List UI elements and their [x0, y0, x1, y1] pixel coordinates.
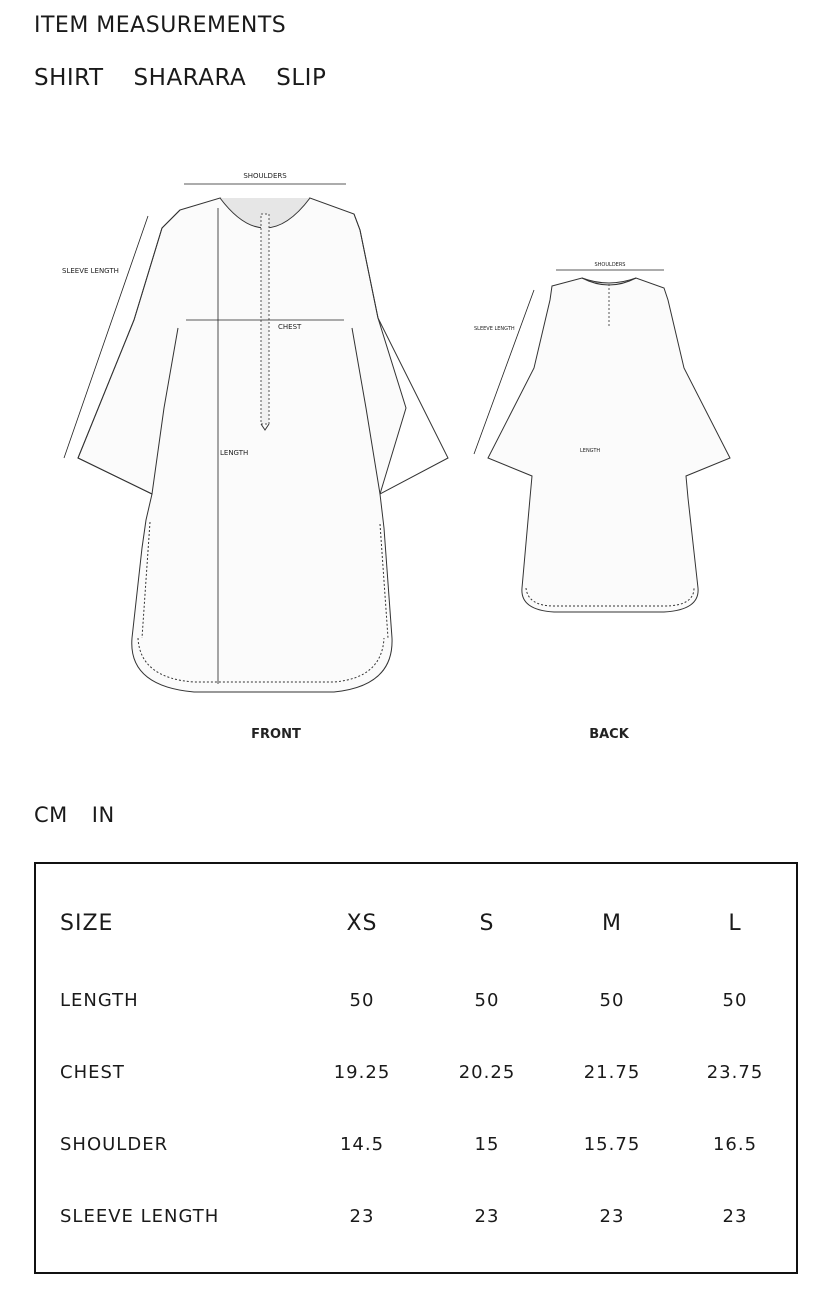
- table-row: [36, 1053, 796, 1093]
- page-title: ITEM MEASUREMENTS: [34, 13, 287, 38]
- front-shoulders-label: SHOULDERS: [243, 172, 287, 180]
- cell-value: 50: [722, 990, 748, 1011]
- measurement-diagram: [34, 118, 794, 773]
- front-sleeve-length-label: SLEEVE LENGTH: [62, 267, 119, 275]
- front-length-label: LENGTH: [220, 449, 249, 457]
- back-sleeve-length-label: SLEEVE LENGTH: [474, 326, 515, 332]
- cell-value: 23: [349, 1206, 375, 1227]
- row-label: CHEST: [60, 1062, 125, 1083]
- size-xs: XS: [346, 911, 378, 936]
- cell-value: 23: [474, 1206, 500, 1227]
- cell-value: 23.75: [706, 1062, 764, 1083]
- cell-value: 50: [599, 990, 625, 1011]
- unit-toggle: [34, 803, 115, 827]
- cell-value: 15.75: [583, 1134, 641, 1155]
- unit-cm[interactable]: CM: [34, 803, 68, 827]
- garment-illustration: [34, 118, 794, 773]
- table-row: [36, 981, 796, 1021]
- cell-value: 23: [722, 1206, 748, 1227]
- size-header: SIZE: [60, 911, 114, 936]
- back-length-label: LENGTH: [580, 448, 601, 454]
- tab-slip[interactable]: SLIP: [276, 65, 327, 91]
- front-label: FRONT: [251, 727, 301, 742]
- cell-value: 23: [599, 1206, 625, 1227]
- row-label: SHOULDER: [60, 1134, 169, 1155]
- tab-sharara[interactable]: SHARARA: [133, 65, 247, 91]
- product-tabs: [34, 65, 326, 91]
- size-s: S: [479, 911, 495, 936]
- table-row: [36, 1125, 796, 1165]
- cell-value: 50: [349, 990, 375, 1011]
- cell-value: 19.25: [333, 1062, 391, 1083]
- row-label: LENGTH: [60, 990, 139, 1011]
- cell-value: 50: [474, 990, 500, 1011]
- cell-value: 14.5: [339, 1134, 385, 1155]
- size-m: M: [602, 911, 622, 936]
- size-l: L: [728, 911, 742, 936]
- front-chest-label: CHEST: [278, 323, 302, 331]
- cell-value: 21.75: [583, 1062, 641, 1083]
- tab-shirt[interactable]: SHIRT: [34, 65, 104, 91]
- size-table: [34, 862, 798, 1274]
- table-row: [36, 1197, 796, 1237]
- unit-in[interactable]: IN: [91, 803, 115, 827]
- back-label: BACK: [589, 727, 629, 742]
- front-garment: [78, 198, 448, 692]
- back-shoulders-label: SHOULDERS: [594, 262, 626, 268]
- cell-value: 20.25: [458, 1062, 516, 1083]
- row-label: SLEEVE LENGTH: [60, 1206, 220, 1227]
- back-garment: [488, 278, 730, 612]
- cell-value: 15: [474, 1134, 500, 1155]
- table-header-row: [36, 904, 796, 944]
- cell-value: 16.5: [712, 1134, 758, 1155]
